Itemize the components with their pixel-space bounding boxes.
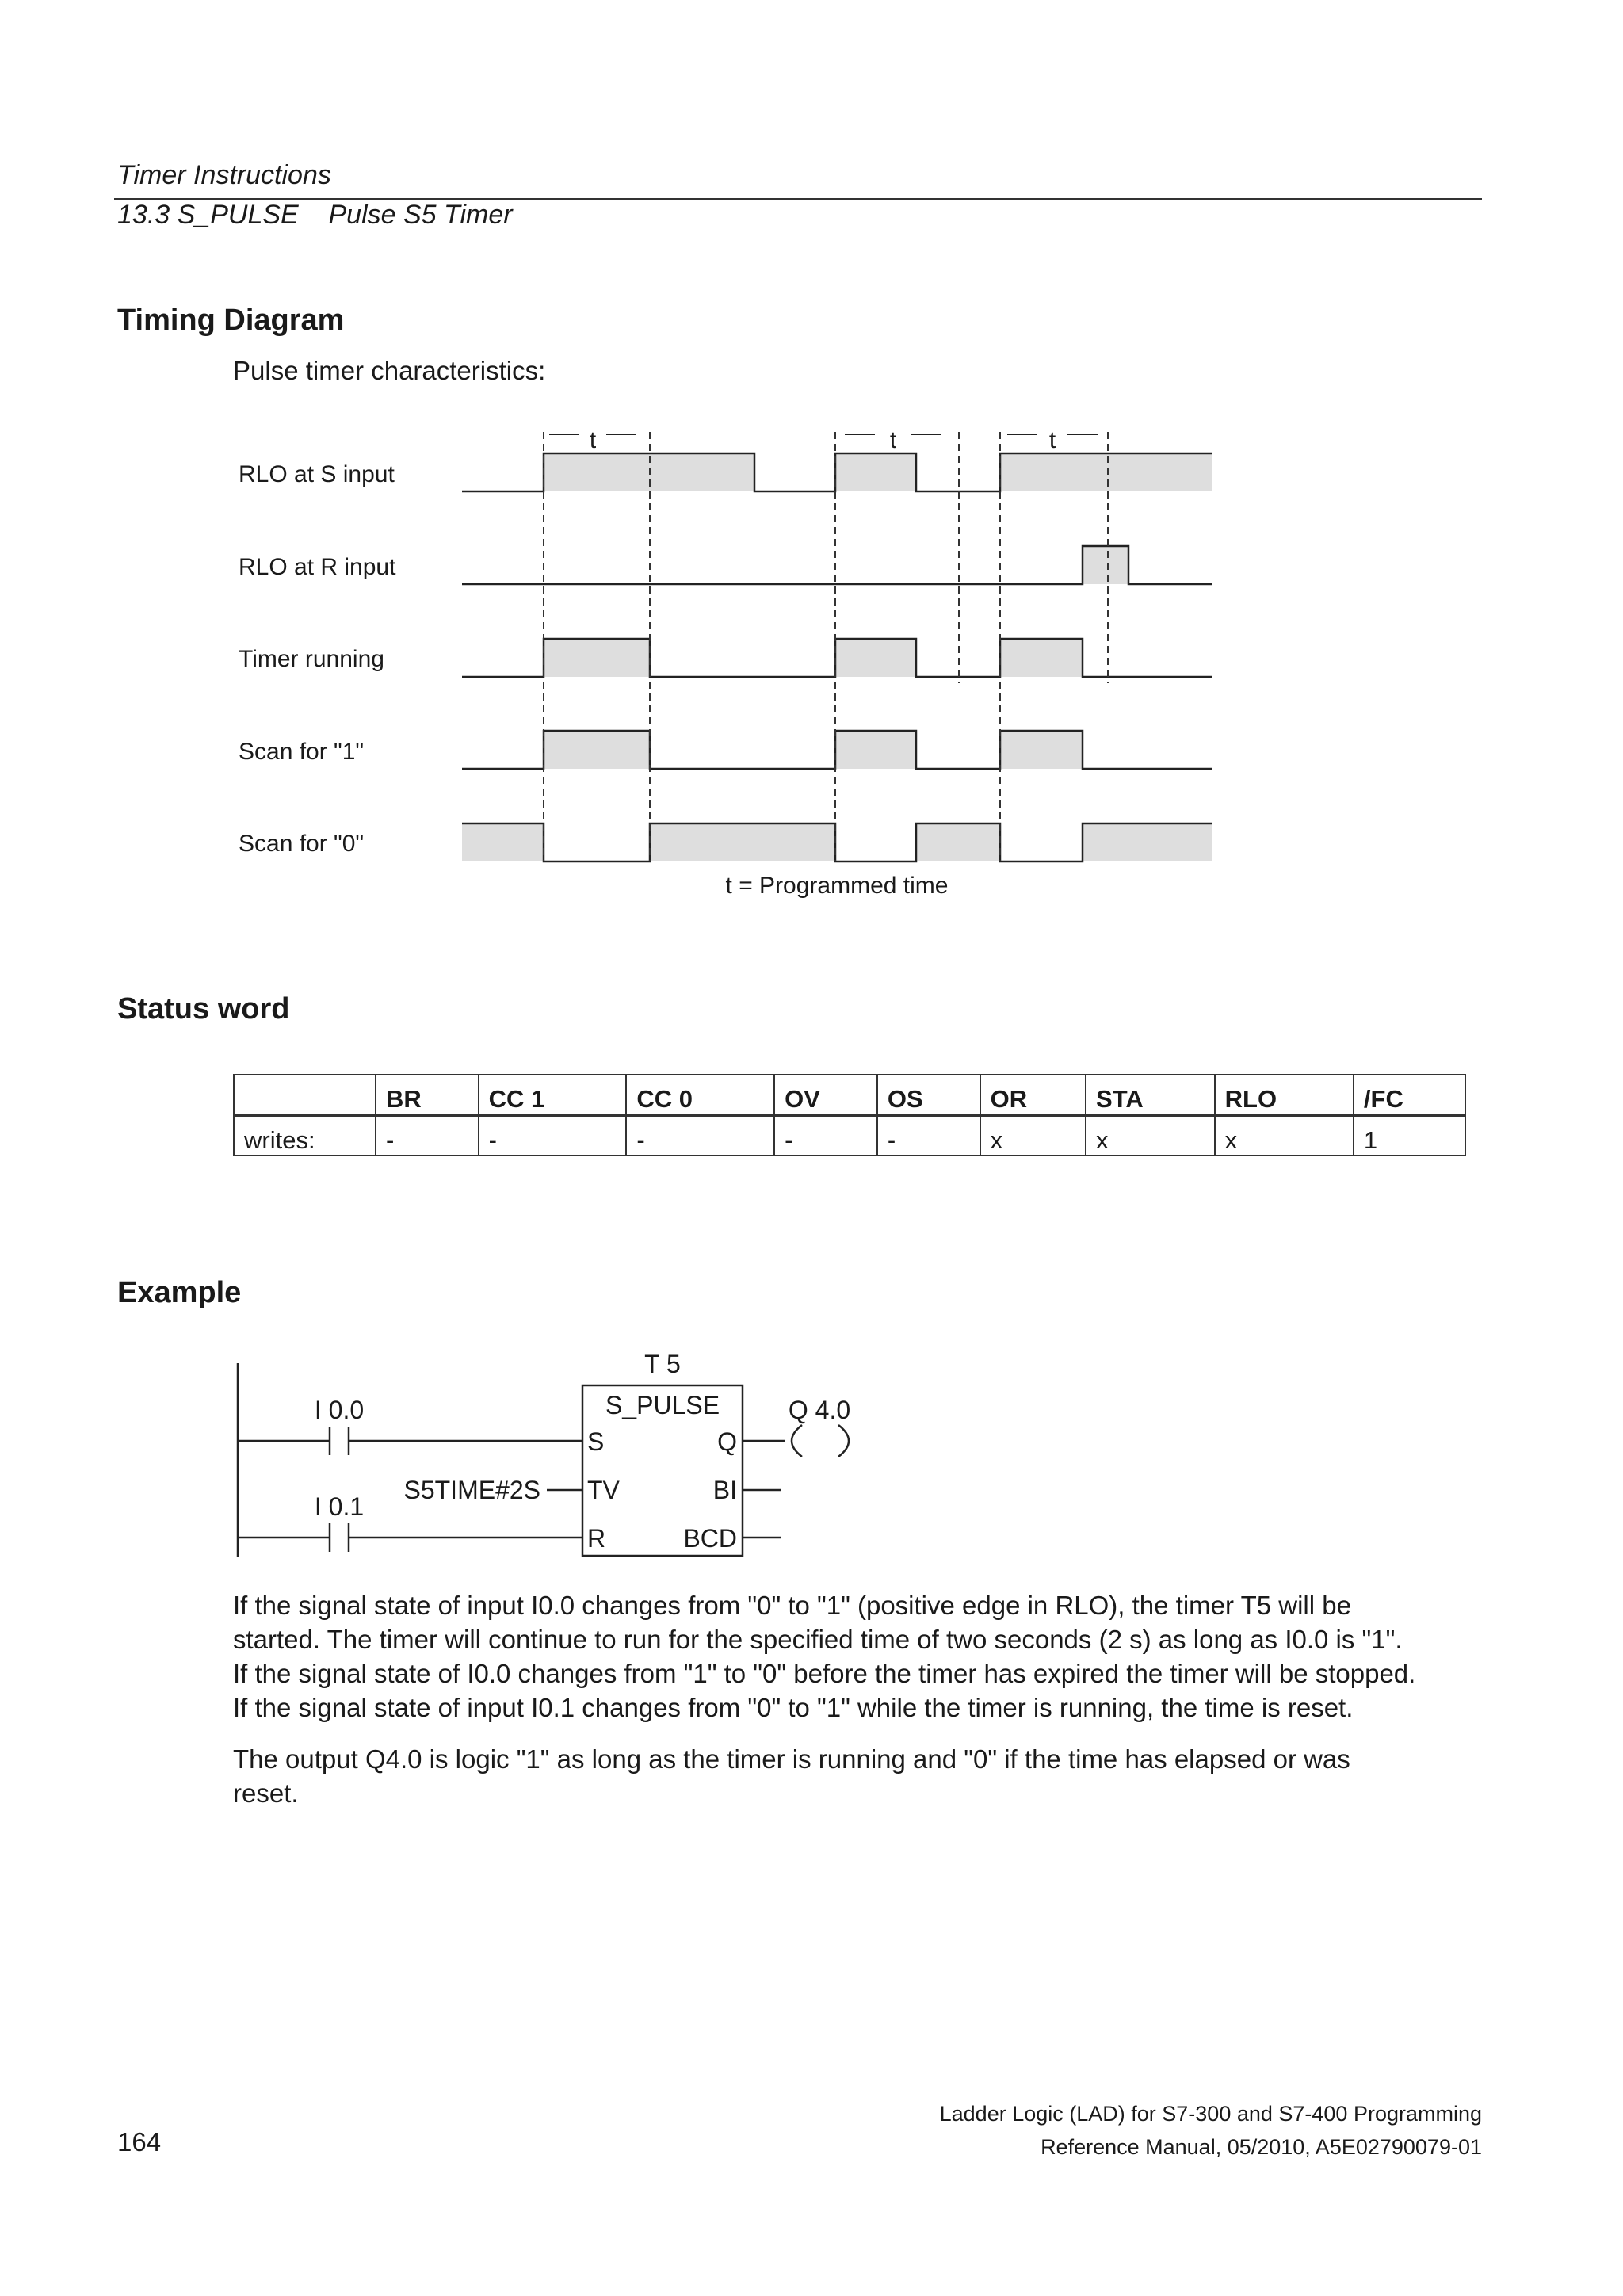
paragraph-line: If the signal state of input I0.0 changes from "0" to "1" (positive edge in RLO), the timer T5 will be: [233, 1591, 1351, 1620]
timing-diagram-heading: Timing Diagram: [117, 304, 345, 337]
table-cell: -: [626, 1115, 774, 1156]
signal-label-s-input: RLO at S input: [239, 461, 395, 487]
timing-diagram: [0, 0, 1623, 919]
contact-i01-label: I 0.1: [314, 1492, 365, 1521]
pin-tv: TV: [587, 1476, 620, 1504]
table-cell: -: [774, 1115, 877, 1156]
table-cell: x: [980, 1115, 1086, 1156]
paragraph-line: started. The timer will continue to run for the specified time of two seconds (2 s) as long as I0.0 is "1".: [233, 1625, 1403, 1654]
table-cell: 1: [1354, 1115, 1465, 1156]
table-header-cell: BR: [376, 1075, 479, 1115]
table-header-cell: OV: [774, 1075, 877, 1115]
table-header-row: [234, 1075, 1465, 1115]
table-header-cell: STA: [1086, 1075, 1215, 1115]
table-header-cell: [234, 1075, 376, 1115]
coil-right: [838, 1425, 849, 1457]
signal-label-timer-running: Timer running: [239, 646, 384, 672]
waveform-scan-0: [462, 823, 1212, 861]
table-cell: writes:: [234, 1115, 376, 1156]
t-label-3: t: [1048, 427, 1056, 453]
table-header-cell: /FC: [1354, 1075, 1465, 1115]
waveform-r-input: [462, 546, 1212, 584]
footer-manual-ref: Reference Manual, 05/2010, A5E02790079-01: [1041, 2135, 1482, 2159]
pin-q: Q: [717, 1427, 737, 1456]
signal-label-scan-1: Scan for "1": [239, 739, 365, 765]
t-label-2: t: [889, 427, 897, 453]
status-word-heading: Status word: [117, 992, 290, 1026]
table-cell: -: [877, 1115, 980, 1156]
paragraph-line: The output Q4.0 is logic "1" as long as the timer is running and "0" if the time has elapsed or was: [233, 1744, 1350, 1774]
table-header-cell: CC 0: [626, 1075, 774, 1115]
table-row: [234, 1115, 1465, 1156]
status-word-table: [233, 1074, 1466, 1156]
table-cell: x: [1086, 1115, 1215, 1156]
table-cell: -: [479, 1115, 627, 1156]
signal-label-r-input: RLO at R input: [239, 554, 396, 580]
signal-label-scan-0: Scan for "0": [239, 831, 365, 857]
running-header-section: 13.3 S_PULSE Pulse S5 Timer: [117, 200, 513, 230]
ladder-diagram: [0, 1331, 1623, 1569]
table-header-cell: RLO: [1215, 1075, 1354, 1115]
paragraph-line: reset.: [233, 1778, 299, 1808]
t-label-1: t: [589, 427, 597, 453]
pin-s: S: [587, 1427, 605, 1456]
coil-label: Q 4.0: [788, 1396, 851, 1424]
table-cell: -: [376, 1115, 479, 1156]
running-header-title: Timer Instructions: [117, 160, 331, 190]
example-paragraph-2: [233, 1742, 1350, 1810]
example-paragraph-1: [233, 1588, 1415, 1725]
waveform-timer-running: [462, 639, 1212, 677]
table-header-cell: CC 1: [479, 1075, 627, 1115]
table-header-cell: OS: [877, 1075, 980, 1115]
pin-r: R: [587, 1524, 606, 1553]
timer-block-type: S_PULSE: [605, 1391, 720, 1419]
table-cell: x: [1215, 1115, 1354, 1156]
table-header-cell: OR: [980, 1075, 1086, 1115]
page-number: 164: [117, 2127, 162, 2157]
contact-i00-label: I 0.0: [314, 1396, 365, 1424]
tv-value: S5TIME#2S: [403, 1476, 540, 1504]
timing-caption: t = Programmed time: [725, 873, 949, 899]
pin-bi: BI: [712, 1476, 737, 1504]
pin-bcd: BCD: [683, 1524, 737, 1553]
paragraph-line: If the signal state of input I0.1 changes from "0" to "1" while the timer is running, the time is reset.: [233, 1693, 1354, 1722]
waveform-s-input: [462, 453, 1212, 491]
waveform-scan-1: [462, 731, 1212, 769]
example-heading: Example: [117, 1276, 242, 1309]
timer-name: T 5: [644, 1350, 681, 1378]
coil-left: [792, 1425, 802, 1457]
timing-intro: Pulse timer characteristics:: [233, 356, 546, 385]
paragraph-line: If the signal state of I0.0 changes from "1" to "0" before the timer has expired the timer will be stopped.: [233, 1659, 1416, 1688]
footer-manual-title: Ladder Logic (LAD) for S7-300 and S7-400 Programming: [939, 2102, 1482, 2126]
